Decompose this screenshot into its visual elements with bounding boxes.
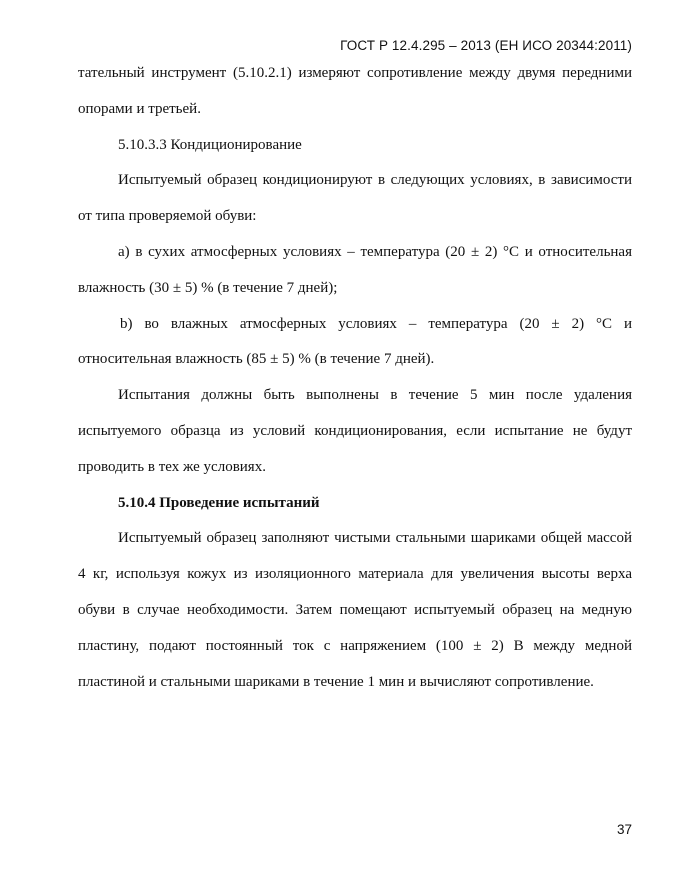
- paragraph-test-timing: Испытания должны быть выполнены в течение 5 мин после удаления испытуемого образца из условий кондиционирования, если испытание не будут проводить в тех же условиях.: [78, 387, 632, 475]
- list-item-dry-conditions: a) в сухих атмосферных условиях – температура (20 ± 2) °С и относительная влажность (30 ± 5) % (в течение 7 дней);: [78, 243, 632, 296]
- paragraph-conditioning-intro: Испытуемый образец кондиционируют в следующих условиях, в зависимости от типа проверяемой обуви:: [78, 172, 632, 225]
- section-heading-testing-procedure: 5.10.4 Проведение испытаний: [118, 494, 320, 511]
- document-body: [78, 56, 632, 700]
- paragraph-testing-procedure: Испытуемый образец заполняют чистыми стальными шариками общей массой 4 кг, используя кожух из изоляционного материала для увеличения высоты верха обуви в случае необходимости. Затем помещают испытуемый образец на медную пластину, подают постоянный ток с напряжением (100 ± 2) В между медной пластиной и стальными шариками в течение 1 мин и вычисляют сопротивление.: [78, 530, 632, 690]
- page-header-doc-code: ГОСТ Р 12.4.295 – 2013 (ЕН ИСО 20344:2011): [340, 38, 632, 53]
- list-item-wet-conditions: b) во влажных атмосферных условиях – температура (20 ± 2) °С и относительная влажность (85 ± 5) % (в течение 7 дней).: [78, 315, 632, 368]
- subsection-heading-conditioning: 5.10.3.3 Кондиционирование: [118, 136, 302, 153]
- paragraph-continuation: тательный инструмент (5.10.2.1) измеряют сопротивление между двумя передними опорами и третьей.: [78, 65, 632, 117]
- page-number: 37: [616, 822, 632, 837]
